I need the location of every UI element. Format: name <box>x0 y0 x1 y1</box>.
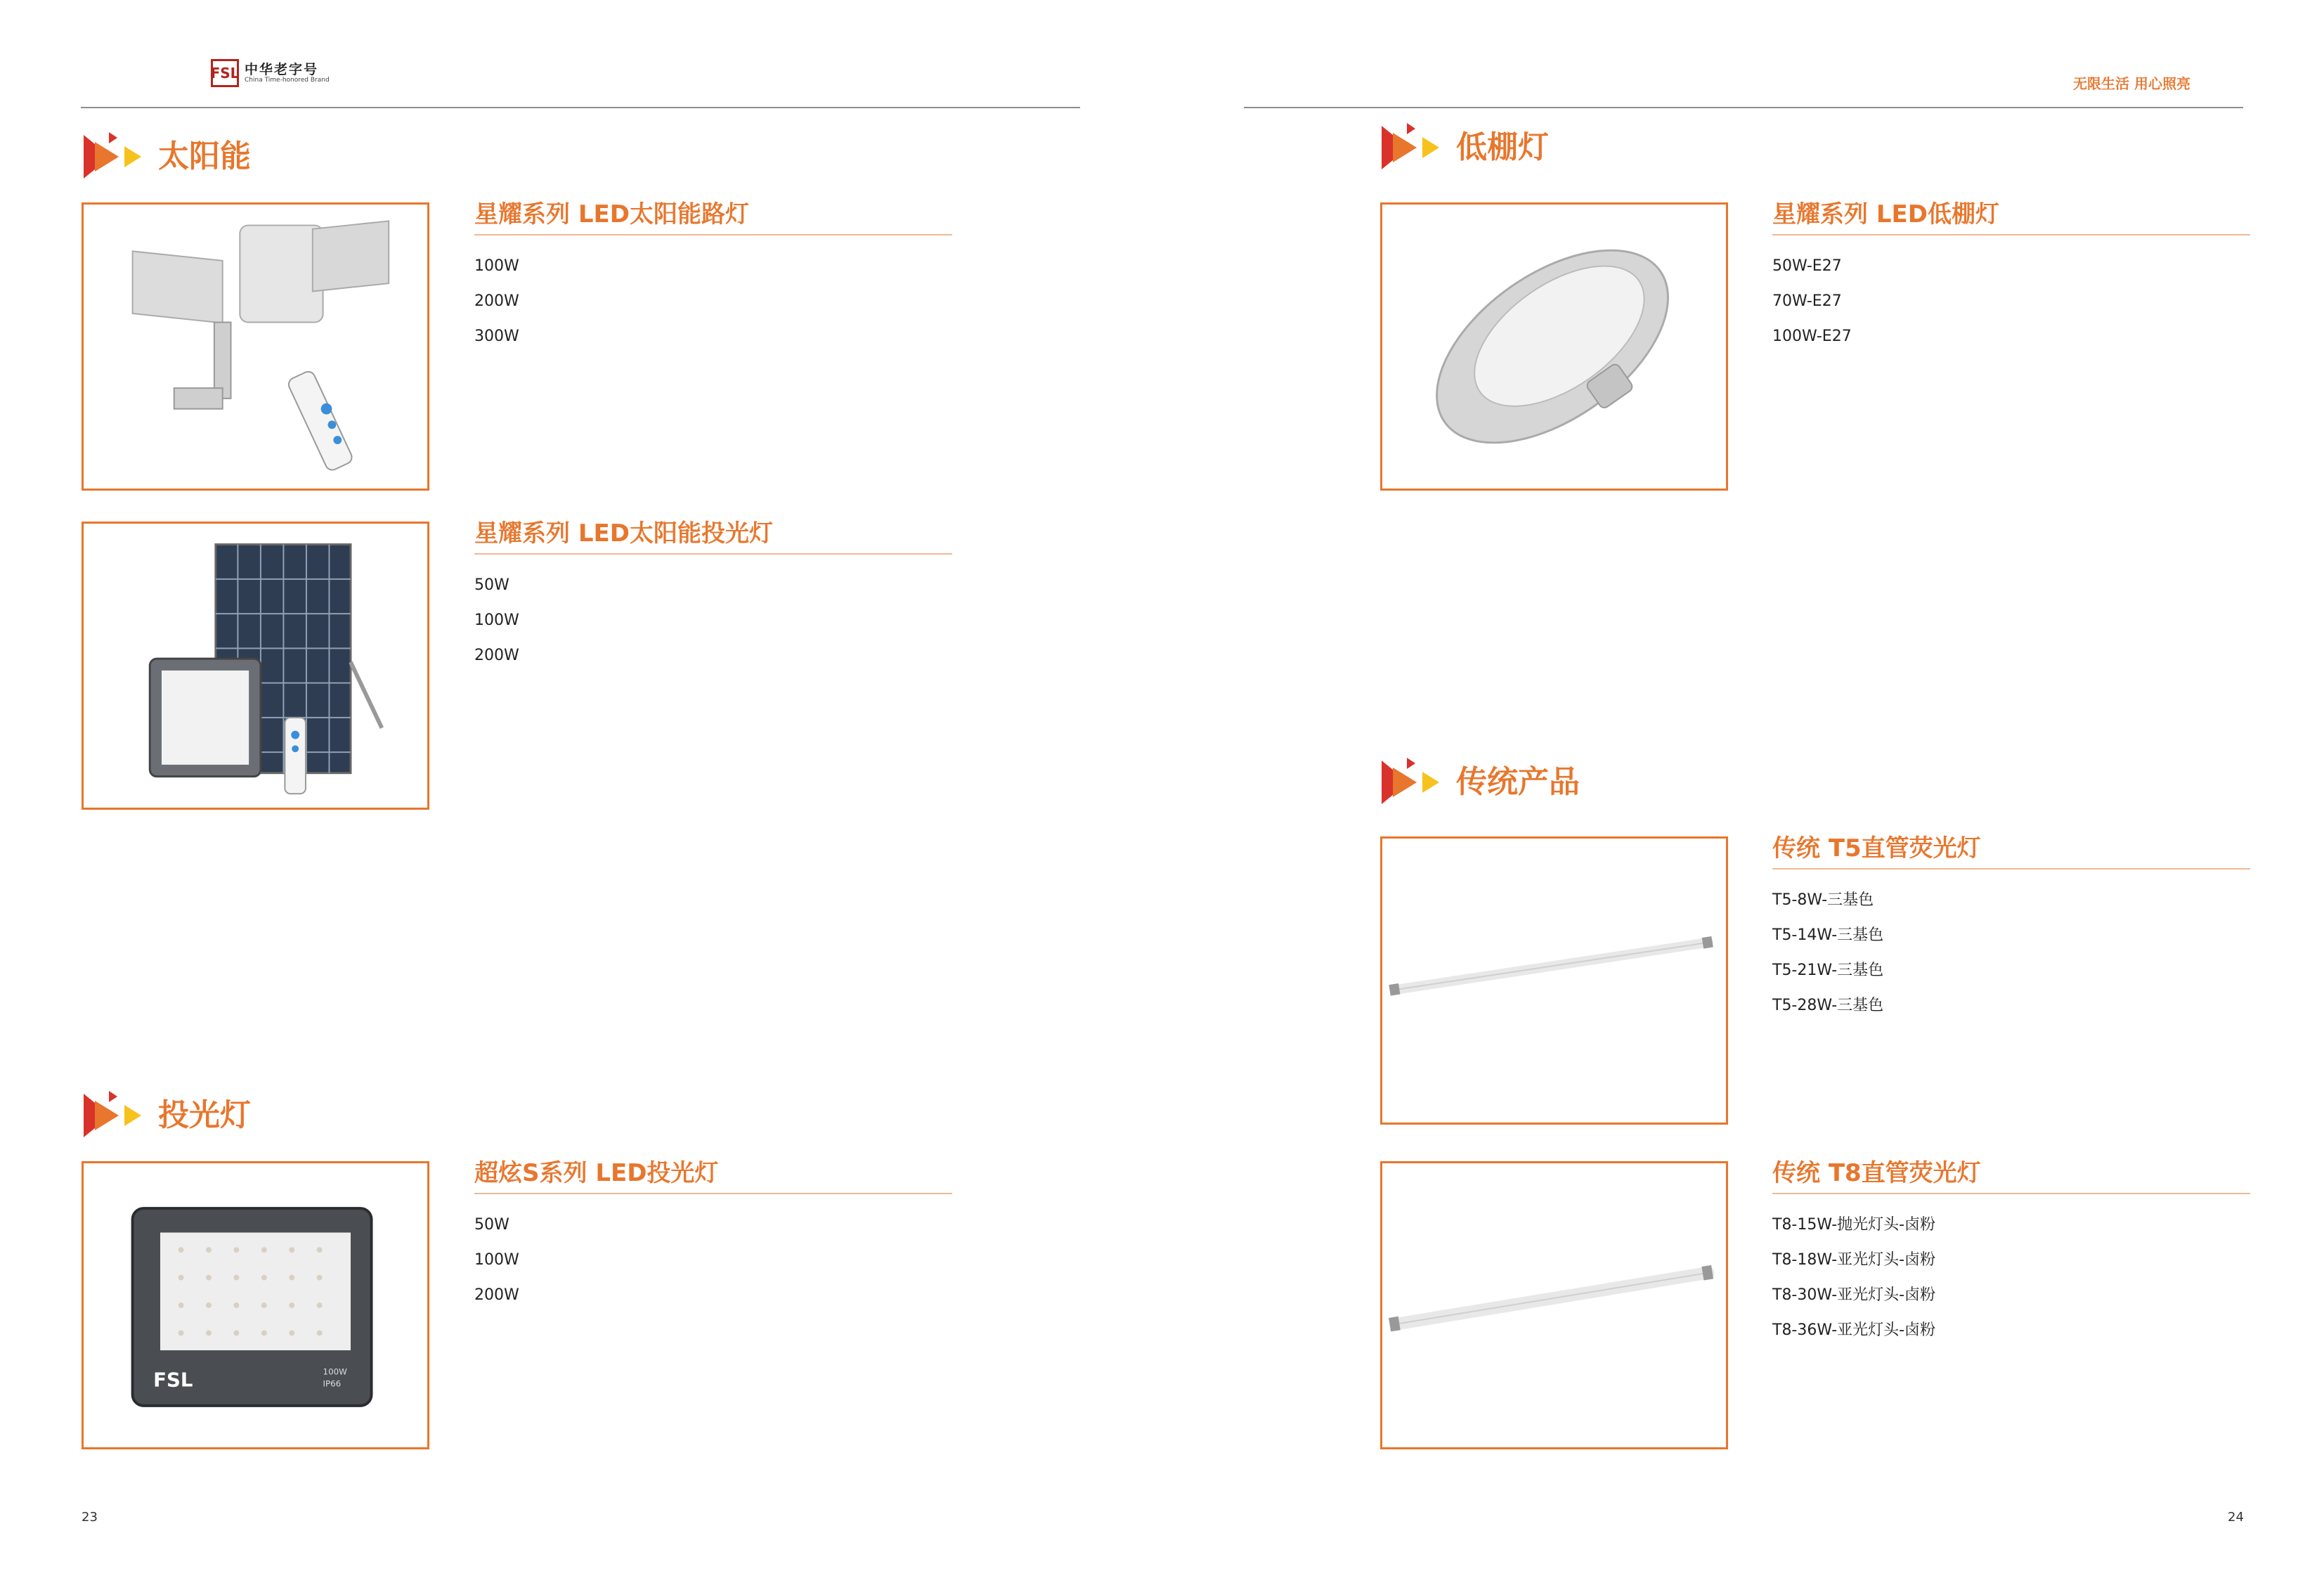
spec-item: 70W-E27 <box>1772 292 1842 310</box>
spec-item: 200W <box>474 647 519 664</box>
product-title-solar-street: 星耀系列 LED太阳能路灯 <box>474 201 952 235</box>
spec-list-solar-flood <box>474 568 519 673</box>
spec-item: T5-28W-三基色 <box>1772 997 1884 1014</box>
product-title-flood: 超炫S系列 LED投光灯 <box>474 1160 952 1194</box>
section-arrow-icon <box>81 1091 144 1140</box>
spec-item: 100W <box>474 612 519 629</box>
spec-item: T8-30W-亚光灯头-卤粉 <box>1772 1286 1936 1304</box>
spec-item: 200W <box>474 292 519 310</box>
product-image-t5 <box>1380 836 1728 1125</box>
flood-label-power: 100W <box>323 1366 347 1377</box>
brand-name-en: China Time-honored Brand <box>245 76 330 84</box>
spec-item: 100W-E27 <box>1772 328 1852 345</box>
spec-item: T8-18W-亚光灯头-卤粉 <box>1772 1251 1936 1269</box>
flood-label-brand: FSL <box>153 1368 193 1392</box>
brand-text <box>245 63 330 84</box>
spec-item: 100W <box>474 1251 519 1269</box>
spec-list-t5 <box>1772 883 1883 1023</box>
product-title-solar-flood: 星耀系列 LED太阳能投光灯 <box>474 520 952 555</box>
spec-item: 200W <box>474 1286 519 1304</box>
product-image-flood <box>82 1161 429 1449</box>
spec-item: T5-8W-三基色 <box>1772 891 1874 909</box>
spec-item: 50W-E27 <box>1772 257 1842 275</box>
section-arrow-icon <box>1379 123 1442 172</box>
page-number-right: 24 <box>2228 1510 2244 1525</box>
section-title: 低棚灯 <box>1456 129 1549 165</box>
product-image-solar-flood <box>82 522 429 810</box>
brand-seal-icon: FSL <box>211 59 239 87</box>
spec-item: 50W <box>474 1216 509 1234</box>
product-title-t8: 传统 T8直管荧光灯 <box>1772 1160 2250 1194</box>
page-number-left: 23 <box>82 1510 98 1525</box>
product-image-solar-street <box>82 202 429 491</box>
spec-list-solar-street <box>474 249 519 354</box>
spec-list-lowbay <box>1772 249 1852 354</box>
spec-item: T5-14W-三基色 <box>1772 926 1884 944</box>
spec-list-flood <box>474 1208 519 1313</box>
brand-name-cn: 中华老字号 <box>245 61 319 77</box>
section-arrow-icon <box>1379 758 1442 807</box>
spec-list-t8 <box>1772 1208 1935 1348</box>
spec-item: T8-36W-亚光灯头-卤粉 <box>1772 1321 1936 1339</box>
spec-item: 100W <box>474 257 519 275</box>
section-title: 传统产品 <box>1456 764 1580 800</box>
spec-item: T8-15W-抛光灯头-卤粉 <box>1772 1216 1936 1234</box>
header-rule-right <box>1244 107 2243 108</box>
spec-item: 300W <box>474 328 519 345</box>
brand-logo <box>211 59 330 87</box>
product-title-lowbay: 星耀系列 LED低棚灯 <box>1772 201 2250 235</box>
section-arrow-icon <box>81 132 144 181</box>
section-floodlight <box>81 1091 251 1140</box>
spec-item: T5-21W-三基色 <box>1772 962 1884 979</box>
flood-label-ip: IP66 <box>323 1378 342 1389</box>
section-traditional <box>1379 758 1580 807</box>
product-title-t5: 传统 T5直管荧光灯 <box>1772 835 2250 869</box>
product-image-t8 <box>1380 1161 1728 1449</box>
section-title: 太阳能 <box>158 138 251 174</box>
section-solar <box>81 132 251 181</box>
section-title: 投光灯 <box>158 1097 251 1133</box>
header-rule-left <box>81 107 1080 108</box>
slogan: 无限生活 用心照亮 <box>2073 75 2190 92</box>
spec-item: 50W <box>474 576 509 594</box>
product-image-lowbay <box>1380 202 1728 491</box>
section-lowbay <box>1379 123 1549 172</box>
